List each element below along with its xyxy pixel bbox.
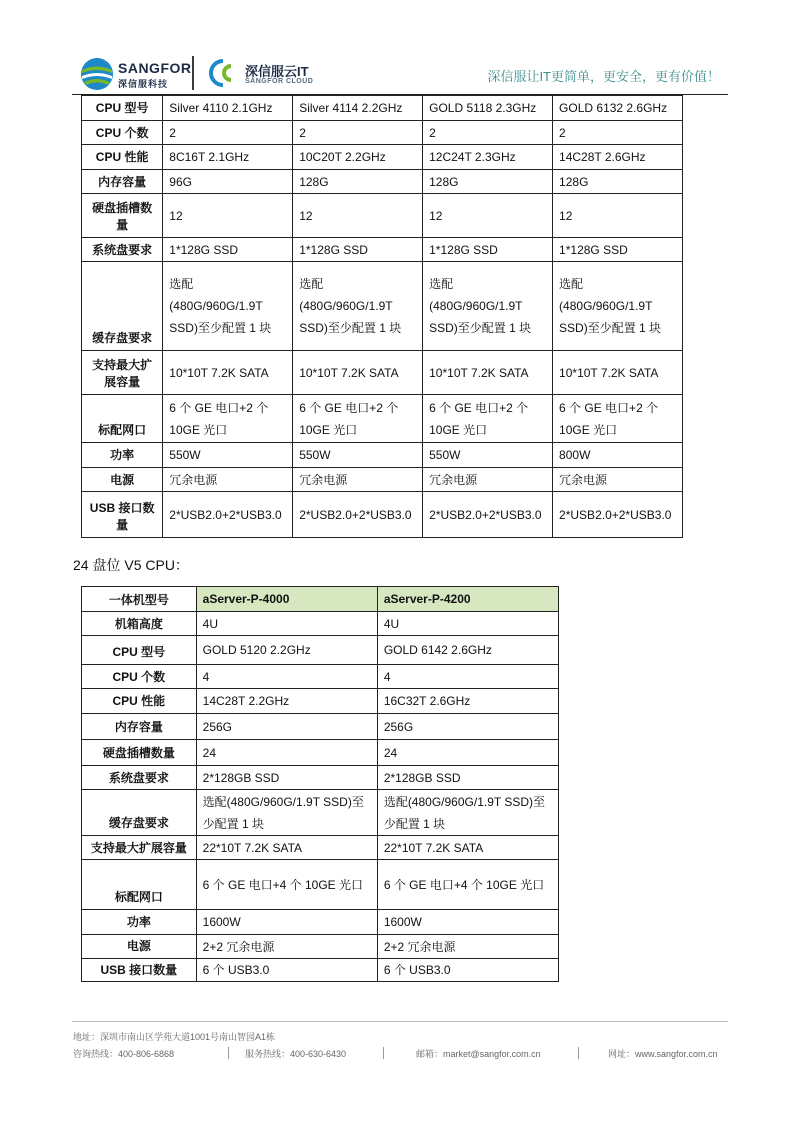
table-cell: 24 (196, 740, 377, 766)
row-label: 系统盘要求 (82, 766, 197, 790)
table-cell: 2 (163, 121, 293, 145)
table-cell: 12 (423, 194, 553, 238)
sangfor-globe-icon (80, 57, 114, 91)
table-cell: 冗余电源 (553, 468, 683, 492)
row-label: 内存容量 (82, 714, 197, 740)
table-row (82, 714, 559, 740)
table-cell: 128G (553, 170, 683, 194)
table-cell: 6 个 GE 电口+2 个 10GE 光口 (163, 395, 293, 443)
row-label: CPU 性能 (82, 145, 163, 170)
table-cell: 10*10T 7.2K SATA (163, 351, 293, 395)
table-cell: 6 个 GE 电口+4 个 10GE 光口 (377, 860, 558, 910)
table-cell: 6 个 GE 电口+4 个 10GE 光口 (196, 860, 377, 910)
table-cell: 4U (196, 612, 377, 636)
table-cell: 4 (377, 665, 558, 689)
table-cell: 550W (163, 443, 293, 468)
table-row (82, 121, 683, 145)
model-header: aServer-P-4200 (377, 587, 558, 612)
table-cell: 550W (293, 443, 423, 468)
table-cell: GOLD 6132 2.6GHz (553, 96, 683, 121)
table-row (82, 910, 559, 935)
header-slogan: 深信服让IT更简单，更安全，更有价值！ (487, 69, 720, 84)
table-cell: 12 (293, 194, 423, 238)
table-cell: Silver 4110 2.1GHz (163, 96, 293, 121)
sangfor-logo-name: SANGFOR (118, 60, 192, 76)
table-row (82, 443, 683, 468)
row-label: 标配网口 (82, 860, 197, 910)
table-row (82, 194, 683, 238)
table-cell: 选配(480G/960G/1.9T SSD)至少配置 1 块 (377, 790, 558, 836)
table-cell: 22*10T 7.2K SATA (196, 836, 377, 860)
table-cell: 12 (553, 194, 683, 238)
model-header: aServer-P-4000 (196, 587, 377, 612)
table-cell: 22*10T 7.2K SATA (377, 836, 558, 860)
table-cell: Silver 4114 2.2GHz (293, 96, 423, 121)
row-label: CPU 型号 (82, 96, 163, 121)
row-label: 硬盘插槽数量 (82, 740, 197, 766)
table-cell: 10C20T 2.2GHz (293, 145, 423, 170)
table-cell: 2+2 冗余电源 (196, 935, 377, 959)
table-cell: 冗余电源 (293, 468, 423, 492)
table-cell: 256G (196, 714, 377, 740)
row-label: CPU 个数 (82, 665, 197, 689)
table-cell: 2 (293, 121, 423, 145)
table-cell: 800W (553, 443, 683, 468)
table-cell: 96G (163, 170, 293, 194)
row-label: 支持最大扩展容量 (82, 351, 163, 395)
footer-website[interactable]: 网址：www.sangfor.com.cn (608, 1049, 718, 1059)
table-cell: 4 (196, 665, 377, 689)
table-cell: 14C28T 2.2GHz (196, 689, 377, 714)
table-cell: 2*USB2.0+2*USB3.0 (293, 492, 423, 538)
table-cell: 1*128G SSD (553, 238, 683, 262)
row-label: 硬盘插槽数量 (82, 194, 163, 238)
table-cell: 6 个 GE 电口+2 个 10GE 光口 (553, 395, 683, 443)
page-header (0, 0, 800, 96)
table-cell: 冗余电源 (163, 468, 293, 492)
footer-address: 地址：深圳市南山区学苑大道1001号南山智园A1栋 (73, 1032, 276, 1042)
row-label: USB 接口数量 (82, 959, 197, 982)
table-row (82, 790, 559, 836)
row-label: 内存容量 (82, 170, 163, 194)
table-cell: 10*10T 7.2K SATA (423, 351, 553, 395)
table-cell: 10*10T 7.2K SATA (293, 351, 423, 395)
table-row (82, 96, 683, 121)
table-cell: GOLD 6142 2.6GHz (377, 636, 558, 665)
table-row (82, 145, 683, 170)
table-cell: 128G (423, 170, 553, 194)
row-label: CPU 型号 (82, 636, 197, 665)
footer-email[interactable]: 邮箱：market@sangfor.com.cn (416, 1049, 541, 1059)
spec-table-24-bay (81, 586, 559, 982)
table-row (82, 636, 559, 665)
table-cell: 14C28T 2.6GHz (553, 145, 683, 170)
table-cell: 550W (423, 443, 553, 468)
row-label: 标配网口 (82, 395, 163, 443)
row-label: CPU 个数 (82, 121, 163, 145)
table-cell: 6 个 USB3.0 (377, 959, 558, 982)
table-cell: 12 (163, 194, 293, 238)
table-cell: 2 (553, 121, 683, 145)
table-cell: 4U (377, 612, 558, 636)
table-cell: 2*USB2.0+2*USB3.0 (423, 492, 553, 538)
table-row (82, 170, 683, 194)
footer-separator (228, 1047, 229, 1059)
sangfor-cloud-logo (205, 55, 335, 91)
table-cell: 128G (293, 170, 423, 194)
table-row (82, 836, 559, 860)
table-cell: 选配(480G/960G/1.9T SSD)至少配置 1 块 (293, 262, 423, 351)
sangfor-cloud-logo-name: 深信服云IT (245, 64, 309, 79)
table-row (82, 959, 559, 982)
table-row (82, 689, 559, 714)
table-cell: 1*128G SSD (423, 238, 553, 262)
table-cell: 选配(480G/960G/1.9T SSD)至少配置 1 块 (196, 790, 377, 836)
table-cell: 2 (423, 121, 553, 145)
table-cell: 1600W (377, 910, 558, 935)
table-cell: 选配(480G/960G/1.9T SSD)至少配置 1 块 (423, 262, 553, 351)
table-cell: 6 个 GE 电口+2 个 10GE 光口 (293, 395, 423, 443)
row-label: 功率 (82, 443, 163, 468)
table-cell: 2*USB2.0+2*USB3.0 (553, 492, 683, 538)
sangfor-cloud-logo-subtitle: SANGFOR CLOUD (245, 78, 314, 85)
table-row (82, 395, 683, 443)
spec-table-12-bay (81, 95, 683, 538)
table-cell: 选配(480G/960G/1.9T SSD)至少配置 1 块 (163, 262, 293, 351)
header-label: 一体机型号 (82, 587, 197, 612)
footer-consult-hotline: 咨询热线：400-806-6868 (73, 1049, 175, 1059)
sangfor-logo (80, 55, 190, 91)
row-label: 电源 (82, 935, 197, 959)
row-label: USB 接口数量 (82, 492, 163, 538)
row-label: CPU 性能 (82, 689, 197, 714)
row-label: 机箱高度 (82, 612, 197, 636)
table-cell: 2*USB2.0+2*USB3.0 (163, 492, 293, 538)
table-row (82, 860, 559, 910)
table-cell: 256G (377, 714, 558, 740)
table-cell: 1600W (196, 910, 377, 935)
row-label: 电源 (82, 468, 163, 492)
table-row (82, 665, 559, 689)
table-cell: 1*128G SSD (293, 238, 423, 262)
table-cell: 10*10T 7.2K SATA (553, 351, 683, 395)
table-cell: 24 (377, 740, 558, 766)
footer-rule (72, 1021, 728, 1022)
table-row (82, 935, 559, 959)
footer-separator (578, 1047, 579, 1059)
footer-service-hotline: 服务热线：400-630-6430 (245, 1049, 347, 1059)
table-cell: 16C32T 2.6GHz (377, 689, 558, 714)
row-label: 缓存盘要求 (82, 790, 197, 836)
table-cell: 8C16T 2.1GHz (163, 145, 293, 170)
footer-separator (383, 1047, 384, 1059)
table-cell: 2*128GB SSD (196, 766, 377, 790)
sangfor-logo-subtitle: 深信服科技 (118, 79, 169, 89)
sangfor-cloud-icon (205, 58, 241, 88)
row-label: 缓存盘要求 (82, 262, 163, 351)
logo-divider (192, 56, 194, 90)
table-cell: 2+2 冗余电源 (377, 935, 558, 959)
row-label: 支持最大扩展容量 (82, 836, 197, 860)
table-cell: 6 个 USB3.0 (196, 959, 377, 982)
table-row (82, 740, 559, 766)
table-row (82, 468, 683, 492)
row-label: 功率 (82, 910, 197, 935)
table-cell: GOLD 5118 2.3GHz (423, 96, 553, 121)
table-row (82, 262, 683, 351)
section-title: 24 盘位 V5 CPU： (73, 557, 189, 573)
table-row (82, 612, 559, 636)
table-row (82, 766, 559, 790)
table-cell: 冗余电源 (423, 468, 553, 492)
row-label: 系统盘要求 (82, 238, 163, 262)
table-cell: 6 个 GE 电口+2 个 10GE 光口 (423, 395, 553, 443)
table-cell: 选配(480G/960G/1.9T SSD)至少配置 1 块 (553, 262, 683, 351)
table-row (82, 492, 683, 538)
table-row (82, 351, 683, 395)
footer-contacts (73, 1047, 728, 1061)
table-cell: 2*128GB SSD (377, 766, 558, 790)
table-cell: 1*128G SSD (163, 238, 293, 262)
table-cell: 12C24T 2.3GHz (423, 145, 553, 170)
table-header-row (82, 587, 559, 612)
table-row (82, 238, 683, 262)
table-cell: GOLD 5120 2.2GHz (196, 636, 377, 665)
